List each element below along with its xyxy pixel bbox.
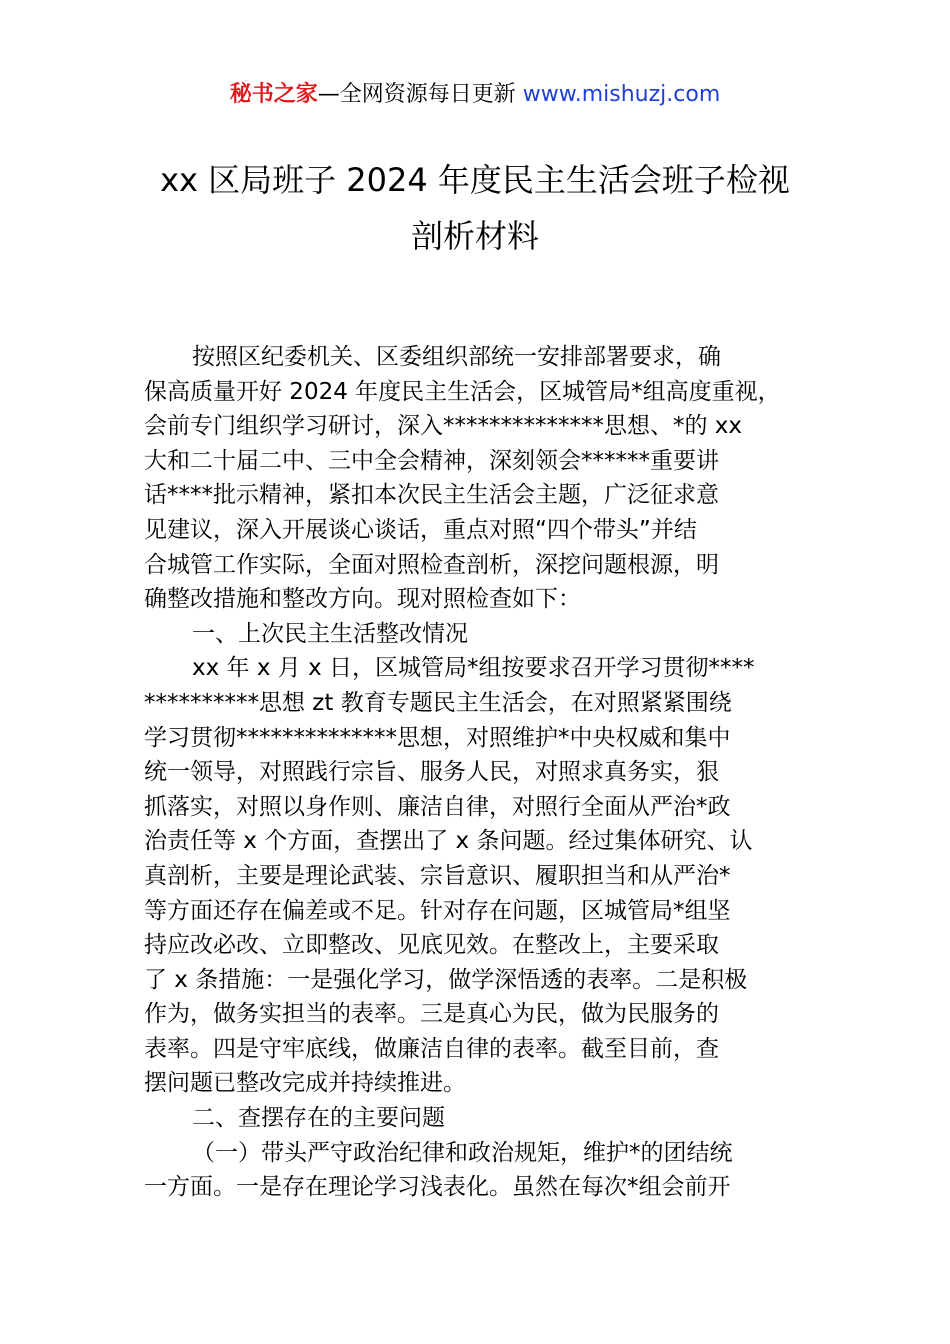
site-url[interactable]: www.mishuzj.com bbox=[522, 82, 721, 107]
brand-name: 秘书之家 bbox=[229, 82, 318, 107]
body-text-line: 按照区纪委机关、区委组织部统一安排部署要求，确 bbox=[192, 344, 721, 370]
body-text-line: 统一领导，对照践行宗旨、服务人民，对照求真务实，狠 bbox=[144, 759, 719, 786]
document-body bbox=[144, 340, 814, 1205]
body-text-line: 真剖析，主要是理论武装、宗旨意识、履职担当和从严治* bbox=[144, 862, 731, 889]
body-text-line: 见建议，深入开展谈心谈话，重点对照“四个带头”并结 bbox=[144, 516, 697, 543]
body-text-line: 一、上次民主生活整改情况 bbox=[192, 620, 468, 647]
body-text-line: 一方面。一是存在理论学习浅表化。虽然在每次*组会前开 bbox=[144, 1174, 731, 1201]
body-text-line: xx 年 x 月 x 日，区城管局*组按要求召开学习贯彻**** bbox=[192, 655, 755, 682]
body-text-line: 持应改必改、立即整改、见底见效。在整改上，主要采取 bbox=[144, 932, 719, 959]
body-text-line: 大和二十届二中、三中全会精神，深刻领会******重要讲 bbox=[144, 447, 719, 474]
body-text-line: 会前专门组织学习研讨，深入**************思想、*的 xx bbox=[144, 413, 743, 440]
body-text-line: 摆问题已整改完成并持续推进。 bbox=[144, 1070, 466, 1097]
header-slogan: —全网资源每日更新 bbox=[317, 82, 523, 107]
site-header bbox=[0, 80, 950, 110]
body-text-line: 学习贯彻**************思想，对照维护*中央权威和集中 bbox=[144, 724, 731, 751]
body-text-line: 话****批示精神，紧扣本次民主生活会主题，广泛征求意 bbox=[144, 482, 719, 509]
body-text-line: **********思想 zt 教育专题民主生活会，在对照紧紧围绕 bbox=[144, 689, 732, 716]
title-line: xx 区局班子 2024 年度民主生活会班子检视 bbox=[160, 161, 790, 199]
body-text-line: 抓落实，对照以身作则、廉洁自律，对照行全面从严治*政 bbox=[144, 793, 731, 820]
body-text-line: 了 x 条措施：一是强化学习，做学深悟透的表率。二是积极 bbox=[144, 966, 748, 993]
title-line: 剖析材料 bbox=[410, 217, 539, 255]
body-text-line: 二、查摆存在的主要问题 bbox=[192, 1105, 445, 1132]
body-text-line: 合城管工作实际，全面对照检查剖析，深挖问题根源，明 bbox=[144, 551, 719, 578]
body-text-line: 治责任等 x 个方面，查摆出了 x 条问题。经过集体研究、认 bbox=[144, 828, 753, 855]
body-text-line: 保高质量开好 2024 年度民主生活会，区城管局*组高度重视， bbox=[144, 378, 781, 405]
body-text-line: 确整改措施和整改方向。现对照检查如下： bbox=[144, 586, 581, 613]
body-text-line: 作为，做务实担当的表率。三是真心为民，做为民服务的 bbox=[144, 1001, 719, 1028]
body-text-line: 表率。四是守牢底线，做廉洁自律的表率。截至目前，查 bbox=[144, 1035, 719, 1062]
body-text-line: （一）带头严守政治纪律和政治规矩，维护*的团结统 bbox=[192, 1139, 733, 1166]
body-text-line: 等方面还存在偏差或不足。针对存在问题，区城管局*组坚 bbox=[144, 897, 731, 924]
document-title bbox=[120, 152, 830, 264]
